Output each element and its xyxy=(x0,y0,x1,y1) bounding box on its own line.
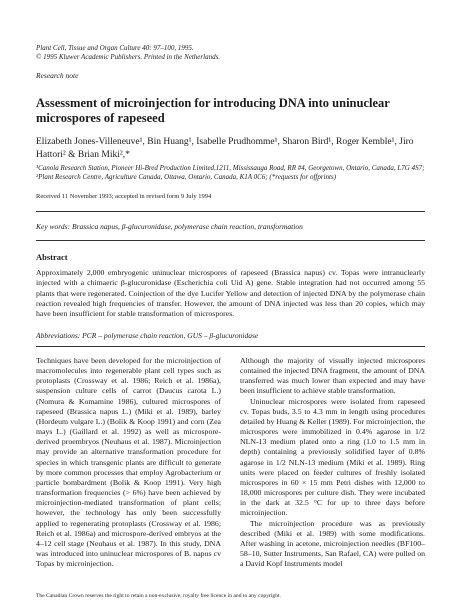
journal-citation: Plant Cell, Tissue and Organ Culture 40: 97–100, 1995. xyxy=(36,44,194,52)
received-date: Received 11 November 1993; accepted in revised form 9 July 1994 xyxy=(36,193,212,200)
body-paragraph: The microinjection procedure was as previously described (Miki et al. 1989) with some modifications. After washing in acetone, microinjection needles (BF100–58–10, Sutter Instruments, San Rafael, CA) were pulled on a David Kopf Instruments model xyxy=(240,518,425,569)
body-column-left xyxy=(36,356,221,569)
abbreviations xyxy=(36,331,425,340)
abstract-text: Approximately 2,000 embryogenic uninuclear microspores of rapeseed (Brassica napus) cv. Topas were intranuclearly injected with a chimaeric β-glucuronidase (Escherichia coli Uid A) gene. Stable integration had not occurred among 55 plants that were regenerated. Coinjection of the dye Lucifer Yellow and detection of injected DNA by the polymerase chain reaction revealed high frequencies of transfer. However, the amount of DNA injected was less than 20 copies, which may have been insufficient for stable transformation of microspores. xyxy=(36,268,425,319)
abbreviations-text: PCR – polymerase chain reaction, GUS – β-glucuronidase xyxy=(82,331,259,340)
body-column-right xyxy=(240,356,425,569)
abstract-heading: Abstract xyxy=(36,252,68,262)
divider-abstract xyxy=(36,346,425,347)
copyright-footer: The Canadian Crown reserves the right to retain a non-exclusive, royalty free licence in and to any copyright. xyxy=(36,593,281,599)
body-paragraph: Techniques have been developed for the microinjection of macromolecules into regenerable plant cell types such as protoplasts (Crossway et al. 1986; Reich et al. 1986a), suspension culture cells of carrot (Daucus carota L.) (Nomura & Komamine 1986), cultured microspores of rapeseed (Brassica napus L.) (Miki et al. 1989), barley (Hordeum vulgare L.) (Bolik & Koop 1991) and corn (Zea mays L.) (Gaillard et al. 1992) as well as microspore-derived proembryos (Neuhaus et al. 1987). Microinjection may provide an alternative transformation procedure for species in which transgenic plants are difficult to generate by more common processes that employ Agrobacterium or particle bombardment (Bolik & Koop 1991). Very high transformation frequencies (> 6%) have been achieved by microinjection-mediated transformation of plant cells; however, the technology has only been successfully applied to regenerating protoplasts (Crossway et al. 1986; Reich et al. 1986a) and microspore-derived embryos at the 4–12 cell stage (Neuhaus et al. 1987). In this study, DNA was introduced into uninuclear microspores of B. napus cv Topas by microinjection. xyxy=(36,356,221,569)
keywords xyxy=(36,222,425,231)
affiliations: ¹Canola Research Station, Pioneer Hi-Bred Production Limited,1211, Mississauga Road, RR #4, Georgetown, Ontario, Canada, L7G 4S7; ²Plant Research Centre, Agriculture Canada, Ottawa, Ontario, Canada, K1A 0C6; (*requests for offprints) xyxy=(36,164,425,181)
divider-top xyxy=(36,211,425,212)
body-paragraph: Although the majority of visually injected microspores contained the injected DNA fragment, the amount of DNA transferred was much lower than expected and may have been insufficient to achieve stable transformation. xyxy=(240,356,425,396)
body-paragraph: Uninuclear microspores were isolated from rapeseed cv. Topas buds, 3.5 to 4.3 mm in length using procedures detailed by Huang & Keller (1989). For microinjection, the microspores were immobilized in 0.4% agarose in 1/2 NLN-13 medium plated onto a ring (1.0 to 1.5 mm in depth) containing a previously solidified layer of 0.8% agarose in 1/2 NLN-13 medium (Miki et al. 1989). Ring units were placed on feeder cultures of freshly isolated microspores in 60 × 15 mm Petri dishes with 12,000 to 18,000 microspores per culture dish. They were incubated in the dark at 32.5 °C for up to three days before microinjection. xyxy=(240,396,425,518)
author-list: Elizabeth Jones-Villeneuve¹, Bin Huang¹, Isabelle Prudhomme¹, Sharon Bird¹, Roger Kemble¹, Jiro Hattori² & Brian Miki²,* xyxy=(36,137,414,160)
journal-header xyxy=(36,44,336,62)
article-type: Research note xyxy=(36,71,79,80)
divider-keywords xyxy=(36,240,425,241)
keywords-text: Brassica napus, β-glucuronidase, polymerase chain reaction, transformation xyxy=(71,222,303,231)
keywords-label: Key words: xyxy=(36,222,71,231)
abbreviations-label: Abbreviations: xyxy=(36,331,81,340)
publisher-copyright: © 1995 Kluwer Academic Publishers. Printed in the Netherlands. xyxy=(36,53,221,61)
paper-title: Assessment of microinjection for introducing DNA into uninuclear microspores of rapeseed xyxy=(36,96,390,125)
